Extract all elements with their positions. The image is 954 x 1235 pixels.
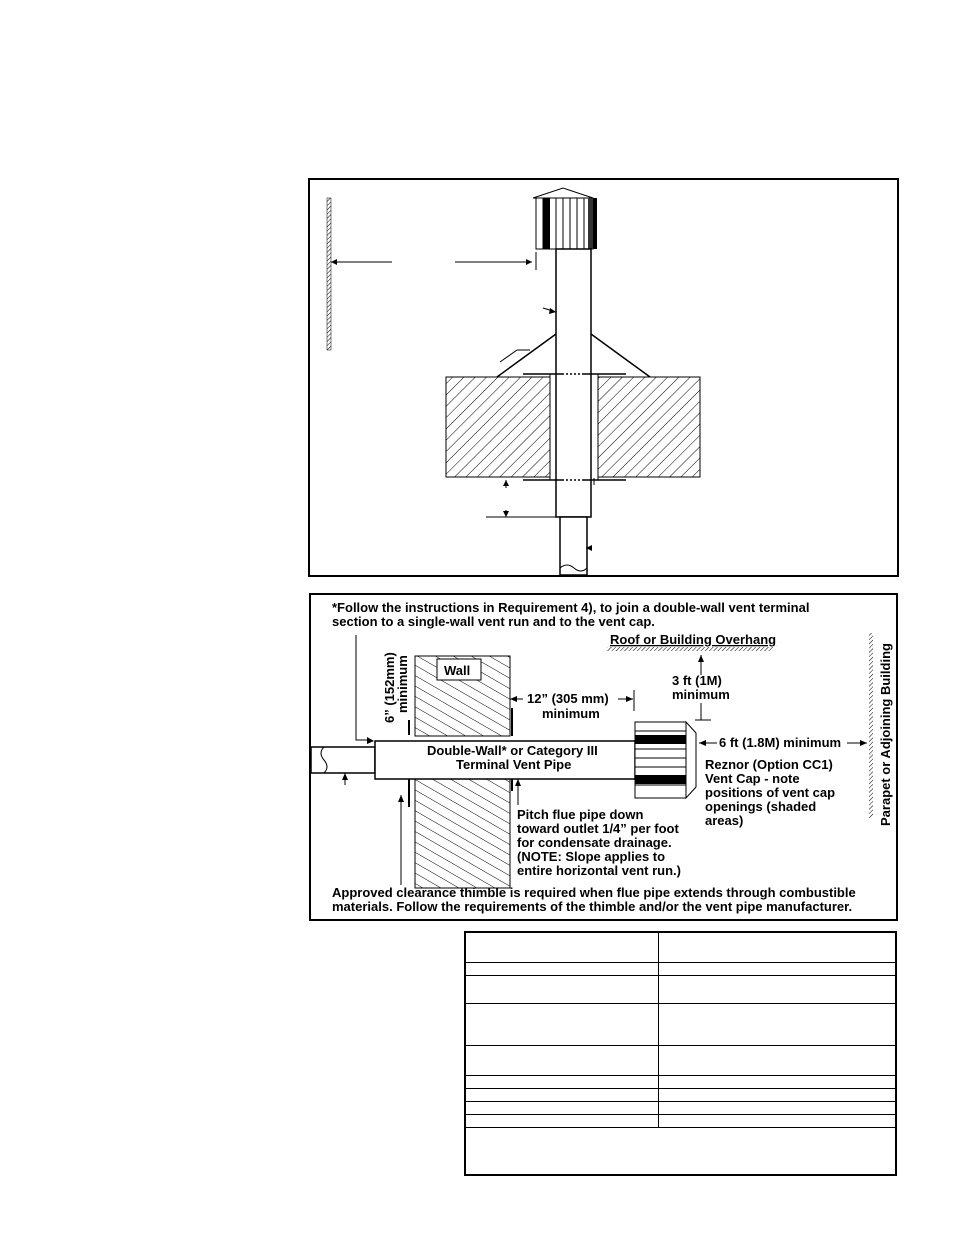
table-footnote-cell — [465, 1127, 896, 1175]
vertical-vent-drawing — [310, 180, 897, 575]
note-top-line2: section to a single-wall vent run and to the vent cap. — [332, 614, 655, 629]
cap-label-line2: Vent Cap - note — [705, 771, 800, 786]
table-cell — [658, 1075, 896, 1088]
horizontal-vent-figure — [309, 593, 898, 921]
table-cell — [465, 975, 658, 1003]
clearance-12in-line2: minimum — [542, 706, 600, 721]
table-cell — [465, 1003, 658, 1045]
thimble-line1: Approved clearance thimble is required when flue pipe extends through combustible — [332, 885, 856, 900]
table-cell — [658, 1003, 896, 1045]
horizontal-vent-drawing — [311, 595, 896, 919]
pitch-line3: for condensate drainage. — [517, 835, 672, 850]
table-cell — [658, 962, 896, 975]
pitch-line5: entire horizontal vent run.) — [517, 863, 681, 878]
wall-lower — [415, 776, 510, 888]
table-cell — [658, 1114, 896, 1127]
table-cell — [465, 1101, 658, 1114]
clearance-6in-line1: 6” (152mm) — [382, 652, 397, 723]
pitch-line4: (NOTE: Slope applies to — [517, 849, 666, 864]
parapet-label: Parapet or Adjoining Building — [878, 643, 893, 826]
parapet — [869, 633, 873, 818]
clearance-3ft-line2: minimum — [672, 687, 730, 702]
table-cell — [658, 1101, 896, 1114]
single-wall-pipe — [311, 747, 375, 773]
roof-deck-right — [598, 377, 700, 477]
clearance-3ft-line1: 3 ft (1M) — [672, 673, 722, 688]
cap-label-line1: Reznor (Option CC1) — [705, 757, 833, 772]
thimble-line2: materials. Follow the requirements of the thimble and/or the vent pipe manufacturer. — [332, 899, 853, 914]
table-cell — [658, 932, 896, 962]
horizontal-vent-cap — [635, 722, 686, 798]
clearance-table — [464, 931, 897, 1176]
parapet-wall — [327, 198, 331, 350]
table-cell — [465, 1088, 658, 1101]
pipe-label-line1: Double-Wall* or Category III — [427, 743, 598, 758]
table-cell — [465, 932, 658, 962]
table-cell — [658, 1088, 896, 1101]
pipe-label-line2: Terminal Vent Pipe — [456, 757, 572, 772]
roof-label: Roof or Building Overhang — [610, 632, 777, 647]
clearance-6in-line2: minimum — [395, 655, 410, 713]
note-top-line1: *Follow the instructions in Requirement 4), to join a double-wall vent terminal — [332, 600, 810, 615]
table-cell — [465, 1114, 658, 1127]
clearance-12in-line1: 12” (305 mm) — [527, 691, 609, 706]
cap-label-line3: positions of vent cap — [705, 785, 836, 800]
pitch-line2: toward outlet 1/4” per foot — [517, 821, 679, 836]
table-cell — [465, 1045, 658, 1075]
clearance-6ft: 6 ft (1.8M) minimum — [719, 735, 842, 750]
vertical-vent-figure — [308, 178, 899, 577]
roof-deck-left — [446, 377, 550, 477]
wall-label: Wall — [444, 663, 471, 678]
table-cell — [465, 962, 658, 975]
table-cell — [658, 1045, 896, 1075]
table-cell — [465, 1075, 658, 1088]
vent-cap-roof — [533, 188, 593, 198]
cap-label-line4: openings (shaded — [705, 799, 817, 814]
pitch-line1: Pitch flue pipe down — [517, 807, 644, 822]
cap-label-line5: areas) — [705, 813, 744, 828]
table-cell — [658, 975, 896, 1003]
